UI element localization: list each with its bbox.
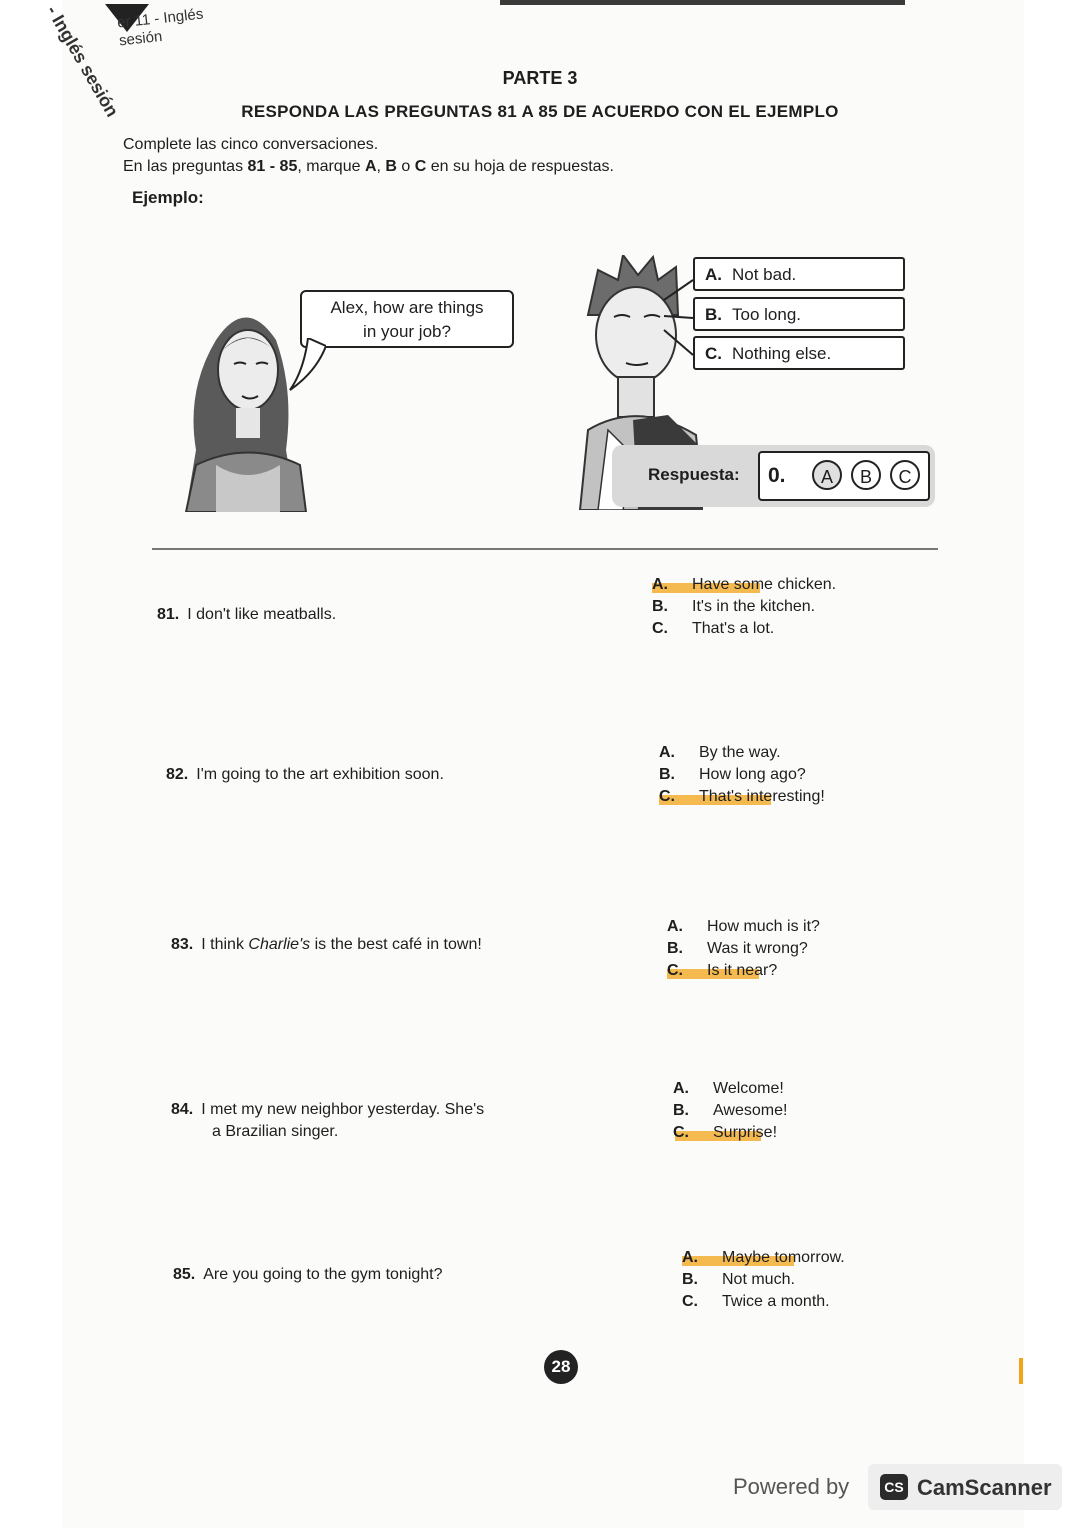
instruction-2: En las preguntas 81 - 85, marque A, B o C en su hoja de respuestas. xyxy=(123,158,614,175)
answer-81-a: A. Have some chicken. xyxy=(652,576,837,593)
answer-84-c: C. Surprise! xyxy=(673,1124,778,1141)
running-header-line1: er 11 - Inglés xyxy=(116,5,205,32)
answer-85-c: C. Twice a month. xyxy=(682,1293,830,1310)
instruction-1: Complete las cinco conversaciones. xyxy=(123,136,379,153)
answer-84-a: A. Welcome! xyxy=(673,1080,784,1097)
answer-84-b: B. Awesome! xyxy=(673,1102,788,1119)
camscanner-logo-icon: CS xyxy=(880,1474,908,1500)
speech-bubble xyxy=(300,290,514,348)
answer-85-b: B. Not much. xyxy=(682,1271,795,1288)
answer-81-b: B. It's in the kitchen. xyxy=(652,598,816,615)
top-edge-shadow xyxy=(500,0,905,5)
example-option-b: B. Too long. xyxy=(693,297,905,331)
answer-number: 0. xyxy=(768,464,786,487)
section-title: PARTE 3 xyxy=(502,68,578,88)
answer-83-a: A. How much is it? xyxy=(667,918,820,935)
answers-82 xyxy=(659,742,825,808)
edge-label: - Inglés sesión xyxy=(42,2,123,121)
answer-label: Respuesta: xyxy=(648,465,740,484)
answers-85 xyxy=(682,1247,845,1313)
answer-83-b: B. Was it wrong? xyxy=(667,940,808,957)
speech-line-2: in your job? xyxy=(363,322,451,341)
question-83: 83. I think Charlie's is the best café in town! xyxy=(171,936,482,953)
question-85: 85. Are you going to the gym tonight? xyxy=(173,1266,443,1283)
answer-83-c: C. Is it near? xyxy=(667,962,778,979)
example-option-c: C. Nothing else. xyxy=(693,336,905,370)
question-81: 81. I don't like meatballs. xyxy=(157,606,337,623)
answer-81-c: C. That's a lot. xyxy=(652,620,775,637)
question-82: 82. I'm going to the art exhibition soon. xyxy=(166,766,444,783)
example-option-a: A. Not bad. xyxy=(693,257,905,291)
answer-bubble-b: B xyxy=(851,460,881,490)
woman-illustration xyxy=(176,300,316,512)
speech-bubble-tail xyxy=(286,338,326,392)
answers-81 xyxy=(652,574,836,640)
answer-82-b: B. How long ago? xyxy=(659,766,806,783)
camscanner-brand: CamScanner xyxy=(917,1475,1052,1500)
section-heading: RESPONDA LAS PREGUNTAS 81 A 85 DE ACUERDO CON EL EJEMPLO xyxy=(241,102,839,121)
highlight-mark-edge xyxy=(1019,1358,1023,1384)
question-84-line-1: 84. I met my new neighbor yesterday. She's xyxy=(171,1101,485,1118)
answer-bubble-c: C xyxy=(890,460,920,490)
example-label: Ejemplo: xyxy=(132,188,204,207)
speech-line-1: Alex, how are things xyxy=(330,298,484,317)
question-84-line-2: a Brazilian singer. xyxy=(212,1123,339,1140)
answer-85-a: A. Maybe tomorrow. xyxy=(682,1249,845,1266)
running-header-line2: sesión xyxy=(118,27,164,50)
answer-bubble-a: A xyxy=(812,460,842,490)
question-84 xyxy=(171,1099,484,1143)
section-divider xyxy=(152,548,938,550)
answer-82-a: A. By the way. xyxy=(659,744,781,761)
answers-84 xyxy=(673,1078,787,1144)
answer-82-c: C. That's interesting! xyxy=(659,788,825,805)
powered-by-text: Powered by xyxy=(733,1474,850,1499)
page-number: 28 xyxy=(544,1350,578,1384)
answers-83 xyxy=(667,916,820,982)
